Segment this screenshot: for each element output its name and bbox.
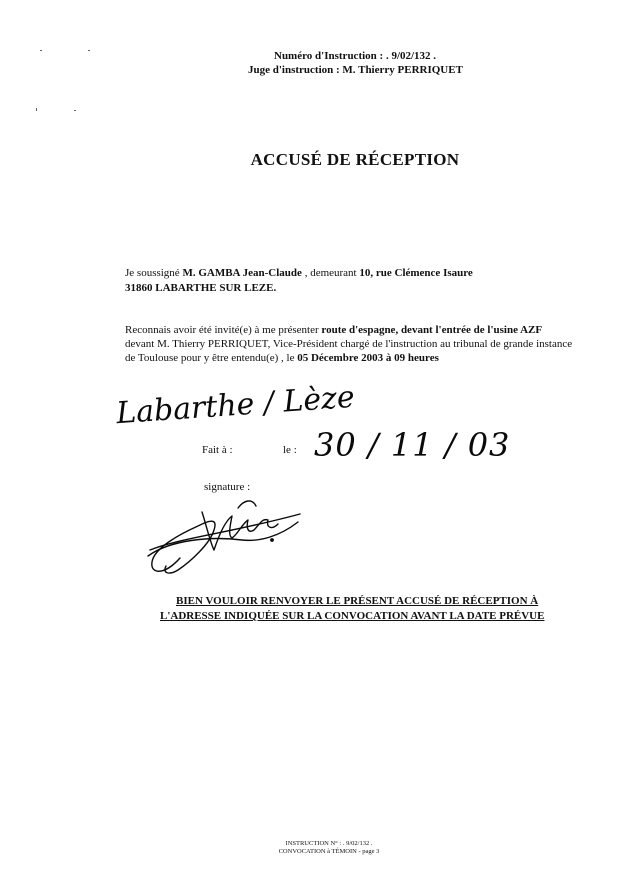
footer-page: CONVOCATION à TÉMOIN - page 3 xyxy=(278,848,380,855)
return-notice-line-1: BIEN VOULOIR RENVOYER LE PRÉSENT ACCUSÉ DE RÉCEPTION À xyxy=(176,595,539,607)
signature-stroke xyxy=(238,501,256,508)
summons-line-1 xyxy=(125,323,542,337)
handwritten-date[interactable]: 30 / 11 / 03 xyxy=(314,426,511,464)
footer-instruction: INSTRUCTION N° : . 9/02/132 . xyxy=(285,840,373,847)
summons-line-2: devant M. Thierry PERRIQUET, Vice-Président chargé de l'instruction au tribunal de grande instance xyxy=(125,338,573,350)
declarant-address: 10, rue Clémence Isaure xyxy=(359,267,473,279)
page-title-text: ACCUSÉ DE RÉCEPTION xyxy=(250,150,460,169)
declarant-city: 31860 LABARTHE SUR LEZE. xyxy=(125,282,277,294)
instruction-judge: Juge d'instruction : M. Thierry PERRIQUET xyxy=(248,64,463,76)
handwritten-place[interactable]: Labarthe / Lèze xyxy=(115,379,356,432)
date-label: le : xyxy=(283,444,297,456)
signature-dot xyxy=(271,539,273,541)
summons-prefix: Reconnais avoir été invité(e) à me présenter xyxy=(125,324,322,336)
signature-label: signature : xyxy=(204,481,251,493)
summons-place: route d'espagne, devant l'entrée de l'usine AZF xyxy=(321,324,543,336)
page-title xyxy=(0,150,620,170)
scan-speck xyxy=(74,110,76,111)
declarant-mid: , demeurant xyxy=(301,267,360,279)
scan-speck xyxy=(36,108,37,111)
scan-speck xyxy=(40,50,42,51)
signature-stroke xyxy=(152,521,215,573)
summons-line-3 xyxy=(125,351,439,365)
page-footer xyxy=(0,840,620,856)
fait-label: Fait à : xyxy=(202,444,233,456)
summons-date: 05 Décembre 2003 à 09 heures xyxy=(297,352,439,364)
scan-speck xyxy=(88,50,90,51)
instruction-number: Numéro d'Instruction : . 9/02/132 . xyxy=(274,50,437,62)
return-notice-line-2: L'ADRESSE INDIQUÉE SUR LA CONVOCATION AVANT LA DATE PRÉVUE xyxy=(160,610,545,622)
declarant-prefix: Je soussigné xyxy=(125,267,183,279)
declarant-line xyxy=(125,266,473,280)
signature-drawing[interactable] xyxy=(140,478,315,583)
declarant-name: M. GAMBA Jean-Claude xyxy=(182,267,302,279)
summons-date-prefix: de Toulouse pour y être entendu(e) , le xyxy=(125,352,298,364)
